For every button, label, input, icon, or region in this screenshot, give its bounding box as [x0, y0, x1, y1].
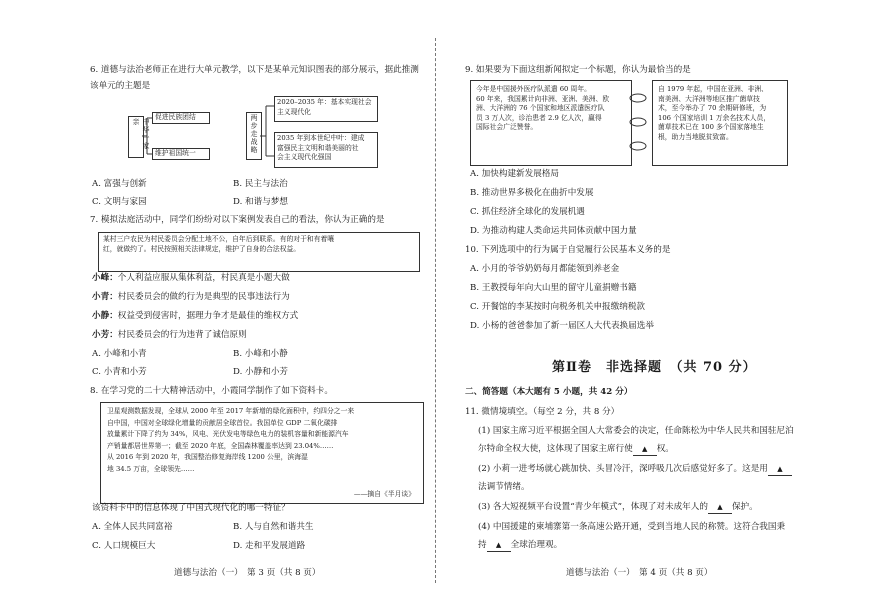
- q10-option-d[interactable]: D. 小杨的爸爸参加了新一届区人大代表换届选举: [470, 321, 654, 331]
- q9-option-b[interactable]: B. 推动世界多极化在曲折中发展: [470, 188, 594, 198]
- q7-stem: 7. 模拟法庭活动中，同学们纷纷对以下案例发表自己的看法，你认为正确的是: [90, 215, 385, 225]
- q7-option-c[interactable]: C. 小青和小芳: [92, 367, 147, 377]
- q8-option-a[interactable]: A. 全体人民共同富裕: [92, 522, 173, 532]
- q7-view-xiaofeng: 小峰：个人利益应服从集体利益，村民真是小题大做: [92, 273, 290, 283]
- q7-case-line1: 某村三户农民为村民委员会分配土地不公，自年后到联系。有的对于和有着嚷: [103, 235, 335, 243]
- q7-case-box: [98, 232, 420, 272]
- q7-case-line2: 红，就做约了。村民按照相关法律规定，维护了自身的合法权益。: [103, 244, 301, 253]
- q7-view-xiaojing: 小静：权益受到侵害时，据理力争才是最佳的维权方式: [92, 311, 299, 321]
- q10-option-c[interactable]: C. 开餐馆的李某按时向税务机关申报缴纳税款: [470, 302, 646, 312]
- q11-item1-line1: (1) 国家主席习近平根据全国人大常委会的决定，任命陈松为中华人民共和国驻尼泊: [478, 426, 794, 436]
- q10-stem: 10. 下列选项中的行为属于自觉履行公民基本义务的是: [465, 245, 671, 255]
- q11-blank-3[interactable]: ▲: [708, 501, 732, 514]
- q6-option-c[interactable]: C. 文明与家园: [92, 197, 147, 207]
- q7-view-xiaoqing: 小青：村民委员会的做约行为是典型的民事违法行为: [92, 292, 290, 302]
- diagram-right-branch1: 2020–2035 年：基本实现社会 主义现代化: [274, 96, 378, 122]
- q7-option-d[interactable]: D. 小静和小芳: [233, 367, 289, 377]
- diagram-left-branch2: 维护祖国统一: [152, 148, 210, 160]
- q8-stem: 8. 在学习党的二十大精神活动中，小霞同学制作了如下资料卡。: [90, 386, 333, 396]
- q11-blank-2[interactable]: ▲: [768, 463, 792, 476]
- q11-item4-line1: (4) 中国援建的柬埔寨第一条高速公路开通，受到当地人民的称赞。这符合我国秉: [478, 522, 786, 532]
- q11-item3-line1: (3) 各大短视频平台设置“青少年模式”，体现了对未成年人的 ▲ 保护。: [478, 502, 758, 512]
- diagram-right-root: 两步走战略: [246, 112, 262, 160]
- diagram-left-connector: [142, 112, 152, 160]
- part2-heading: 二、简答题（本大题有 5 小题，共 42 分）: [465, 387, 633, 397]
- q9-option-a[interactable]: A. 加快构建新发展格局: [470, 169, 560, 179]
- diagram-right-branch2: 2035 年到本世纪中叶：建成 富强民主文明和谐美丽的社 会主义现代化强国: [274, 132, 378, 168]
- diagram-left-root: 中华一家亲: [128, 116, 144, 158]
- q8-option-d[interactable]: D. 走和平发展道路: [233, 541, 306, 551]
- q11-blank-4[interactable]: ▲: [487, 539, 511, 552]
- q11-stem: 11. 微情境填空。（每空 2 分，共 8 分）: [465, 407, 620, 417]
- left-page-footer: 道德与法治（一） 第 3 页（共 8 页）: [174, 568, 321, 578]
- q9-stem: 9. 如果要为下面这组新闻拟定一个标题，你认为最恰当的是: [465, 65, 691, 75]
- q8-option-c[interactable]: C. 人口规模巨大: [92, 541, 156, 551]
- q9-news-card-2: 自 1979 年起，中国在亚洲、非洲、 南美洲、大洋洲等地区推广菌草技 术，至今举办了 70 余期研修班，为 106 个国家培训 1 万余名技术人员， 菌草技术已在 100 多个国家落地生 根，助力当地脱贫致富。: [652, 80, 788, 166]
- q7-view-xiaofang: 小芳：村民委员会的行为违背了诚信原则: [92, 330, 247, 340]
- q7-option-a[interactable]: A. 小峰和小青: [92, 349, 147, 359]
- q11-item4-line2: 持 ▲ 全球治理观。: [478, 540, 563, 550]
- q6-option-b[interactable]: B. 民主与法治: [233, 179, 288, 189]
- q11-item2-line1: (2) 小莉一进考场就心跳加快、头冒冷汗，深呼吸几次后感觉好多了。这是用 ▲: [478, 463, 792, 476]
- q7-option-b[interactable]: B. 小峰和小静: [233, 349, 288, 359]
- q9-news-card-1: 今年是中国援外医疗队派遣 60 周年。 60 年来，我国累计向非洲、亚洲、美洲、欧 洲、大洋洲的 76 个国家和地区派遣医疗队 员 3 万人次，诊治患者 2.9 亿人次，赢得 国际社会广泛赞誉。: [470, 80, 632, 166]
- q6-option-a[interactable]: A. 富强与创新: [92, 179, 147, 189]
- section-title: 第Ⅱ卷 非选择题 （共 70 分）: [552, 360, 757, 375]
- right-page-footer: 道德与法治（一） 第 4 页（共 8 页）: [566, 568, 713, 578]
- q8-question: 该资料卡中的信息体现了中国式现代化的哪一特征？: [92, 503, 290, 513]
- page-divider: [435, 38, 436, 583]
- q6-option-d[interactable]: D. 和谐与梦想: [233, 197, 289, 207]
- q6-stem-line1: 6. 道德与法治老师正在进行大单元教学，以下是某单元知识图表的部分展示，据此推测: [90, 65, 419, 75]
- q9-option-c[interactable]: C. 抓住经济全球化的发展机遇: [470, 207, 585, 217]
- q11-item1-line2: 尔特命全权大使，这体现了国家主席行使 ▲ 权。: [478, 444, 674, 454]
- diagram-right-connector: [260, 96, 274, 176]
- q11-blank-1[interactable]: ▲: [633, 443, 657, 456]
- binder-rings-icon: [628, 88, 648, 158]
- q11-item2-line2: 法调节情绪。: [478, 482, 530, 492]
- q9-option-d[interactable]: D. 为推动构建人类命运共同体贡献中国力量: [470, 226, 637, 236]
- q6-stem-line2: 该单元的主题是: [90, 81, 151, 91]
- q8-source: ——摘自《半月谈》: [353, 489, 415, 498]
- q8-option-b[interactable]: B. 人与自然和谐共生: [233, 522, 314, 532]
- q10-option-a[interactable]: A. 小月的爷爷奶奶每月都能领到养老金: [470, 264, 620, 274]
- q10-option-b[interactable]: B. 王教授每年向大山里的留守儿童捐赠书籍: [470, 283, 637, 293]
- q8-material-card: 卫星观测数据发现，全球从 2000 年至 2017 年新增的绿化面积中，约四分之一来 自中国，中国对全球绿化增量的贡献居全球首位。我国单位 GDP 二氧化碳排 放量累计下降了约为 34%，风电、光伏发电等绿色电力的装机容量和新能源汽车 产销量都居世界第一；截至 2020 年底，全国森林覆盖率达到 23.04%…… 从 2016 年到 2020 年，我国整治修复海岸线 1200 公里，滨海湿 地 34.5 万亩，全球领先…… ——摘自《半月谈》: [100, 402, 424, 504]
- diagram-left-branch1: 促进民族团结: [152, 112, 210, 124]
